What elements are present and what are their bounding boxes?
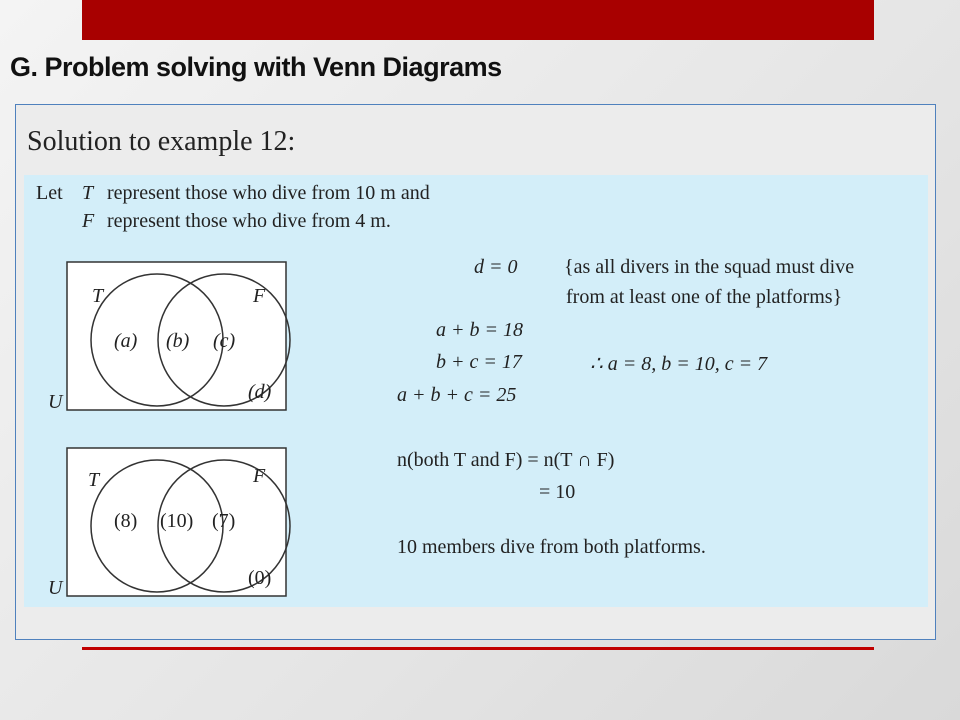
equation-a-b-c: a + b + c = 25 (397, 384, 517, 406)
venn-top-region-d: (d) (248, 381, 272, 403)
equation-therefore: ∴ a = 8, b = 10, c = 7 (590, 353, 768, 375)
top-accent-bar (82, 0, 874, 40)
venn-top-set-t: T (92, 285, 104, 307)
equation-n-both-result: = 10 (539, 481, 576, 503)
equation-b-c: b + c = 17 (436, 351, 522, 373)
venn-top-region-a: (a) (114, 330, 138, 352)
intro-line-2: represent those who dive from 4 m. (107, 210, 391, 232)
venn-top-set-f: F (253, 285, 266, 307)
solution-heading: Solution to example 12: (27, 126, 296, 157)
venn-diagram-top (40, 258, 290, 418)
intro-let: Let (36, 182, 63, 204)
venn-bottom-region-left: (8) (114, 510, 138, 532)
venn-bottom-set-t: T (88, 469, 100, 491)
venn-bottom-region-right: (7) (212, 510, 236, 532)
intro-var-f: F (82, 210, 95, 232)
venn-bottom-region-outside: (0) (248, 567, 272, 589)
slide-title: G. Problem solving with Venn Diagrams (10, 52, 502, 82)
intro-line-1: represent those who dive from 10 m and (107, 182, 430, 204)
bottom-accent-line (82, 647, 874, 650)
intro-var-t: T (82, 182, 94, 204)
venn-top-region-b: (b) (166, 330, 190, 352)
venn-diagram-bottom (40, 444, 290, 604)
conclusion-text: 10 members dive from both platforms. (397, 536, 706, 558)
venn-bottom-set-f: F (253, 465, 266, 487)
equation-d-note-2: from at least one of the platforms} (566, 286, 843, 308)
equation-d-note-1: {as all divers in the squad must dive (564, 256, 855, 278)
venn-top-universe: U (48, 391, 63, 413)
venn-bottom-universe: U (48, 577, 63, 599)
equation-n-both: n(both T and F) = n(T ∩ F) (397, 449, 615, 471)
venn-top-region-c: (c) (213, 330, 236, 352)
equation-d: d = 0 (474, 256, 518, 278)
venn-bottom-region-middle: (10) (160, 510, 194, 532)
equation-a-b: a + b = 18 (436, 319, 523, 341)
